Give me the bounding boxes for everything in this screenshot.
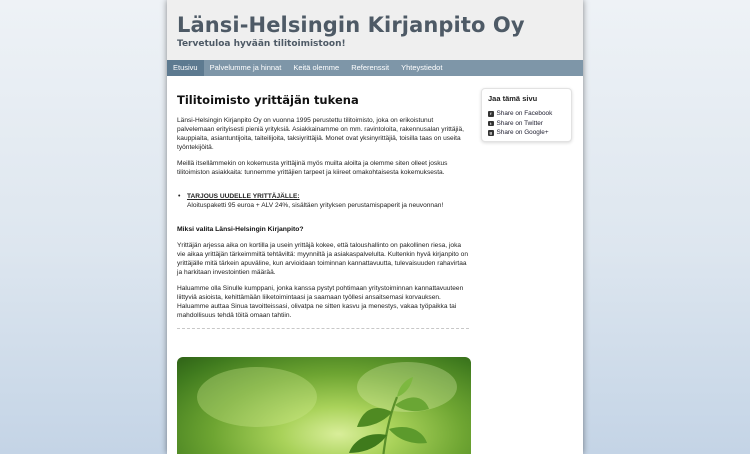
main-nav [167, 60, 583, 76]
experience-paragraph: Meillä itsellämmekin on kokemusta yrittäjinä myös muilta aloilta ja olemme siten olleet joskus tilitoimiston asiakkaita: tunnemme yrittäjien tarpeet ja kiireet omakohtaisesta kokemuksesta. [177, 160, 448, 177]
nav-item-palvelumme[interactable]: Palvelumme ja hinnat [209, 63, 282, 72]
offer-title: • TARJOUS UUDELLE YRITTÄJÄLLE: [187, 192, 300, 200]
share-google-plus-label[interactable]: Share on Google+ [496, 129, 549, 136]
share-widget [481, 88, 572, 142]
share-facebook-label[interactable]: Share on Facebook [496, 110, 553, 117]
plant-illustration [177, 357, 471, 454]
twitter-icon: t [488, 121, 494, 127]
main-content [177, 93, 471, 329]
page-container [167, 0, 583, 454]
why-paragraph-1: Yrittäjän arjessa aika on kortilla ja usein yrittäjä kokee, että taloushallinto on pakollinen riesa, joka vie aikaa yrittäjän tärkeimmiltä tehtäviltä: myynniltä ja asiakaspalvelulta. Kultenkin hyvä kirjanpito on yrittäjälle mitä tärkein apuväline, kun arvioidaan toiminnan kannattavuutta, tulevaisuuden rahavirtaa ja harkitaan investointien määrää. [177, 241, 468, 277]
nav-item-keita-olemme[interactable]: Keitä olemme [293, 63, 340, 72]
intro-paragraph: Länsi-Helsingin Kirjanpito Oy on vuonna 1995 perustettu tilitoimisto, joka on erikoistunut palvelemaan erityisesti pieniä yrityksiä. Asiakkainamme on mm. ravintoloita, rakennusalan yrittäjiä, kauppiaita, asiantuntijoita, taiteilijoita, taksiyrittäjiä. Monet ovat yksinyrittäjiä, toisilla taas on useita työntekijöitä. [177, 117, 464, 152]
why-paragraph-2: Haluamme olla Sinulle kumppani, jonka kanssa pystyt pohtimaan yritystoiminnan kannattavuuteen liittyviä asioista, kehittämään liiketoimintaasi ja saamaan työllesi ansaitsemasi korvauksen. Haluamme auttaa Sinua tavoitteissasi, olivatpa ne sitten kasvu ja menestys, vakaa työpaikka tai mahdollisuus tehdä töitä omaan tahtiin. [177, 285, 464, 320]
nav-item-etusivu[interactable]: Etusivu [167, 60, 204, 76]
offer-text: Aloituspaketti 95 euroa + ALV 24%, sisältäen yrityksen perustamispaperit ja neuvonnan! [187, 201, 444, 209]
site-tagline: Tervetuloa hyvään tilitoimistoon! [177, 39, 346, 49]
share-twitter-link[interactable] [488, 120, 565, 128]
share-google-plus-link[interactable] [488, 129, 565, 137]
nav-item-referenssit[interactable]: Referenssit [351, 63, 390, 72]
site-title[interactable]: Länsi-Helsingin Kirjanpito Oy [177, 13, 525, 37]
why-choose-heading: Miksi valita Länsi-Helsingin Kirjanpito? [177, 225, 304, 233]
offer-list-item [177, 192, 471, 210]
site-header [167, 0, 583, 60]
content-divider [177, 328, 469, 329]
share-widget-title: Jaa tämä sivu [488, 94, 538, 103]
share-facebook-link[interactable] [488, 110, 565, 118]
nav-item-yhteystiedot[interactable]: Yhteystiedot [401, 63, 443, 72]
hero-image-plant [177, 357, 471, 454]
page-heading: Tilitoimisto yrittäjän tukena [177, 93, 359, 107]
share-twitter-label[interactable]: Share on Twitter [496, 119, 543, 127]
google-plus-icon: g [489, 130, 492, 136]
facebook-icon: f [488, 111, 494, 117]
